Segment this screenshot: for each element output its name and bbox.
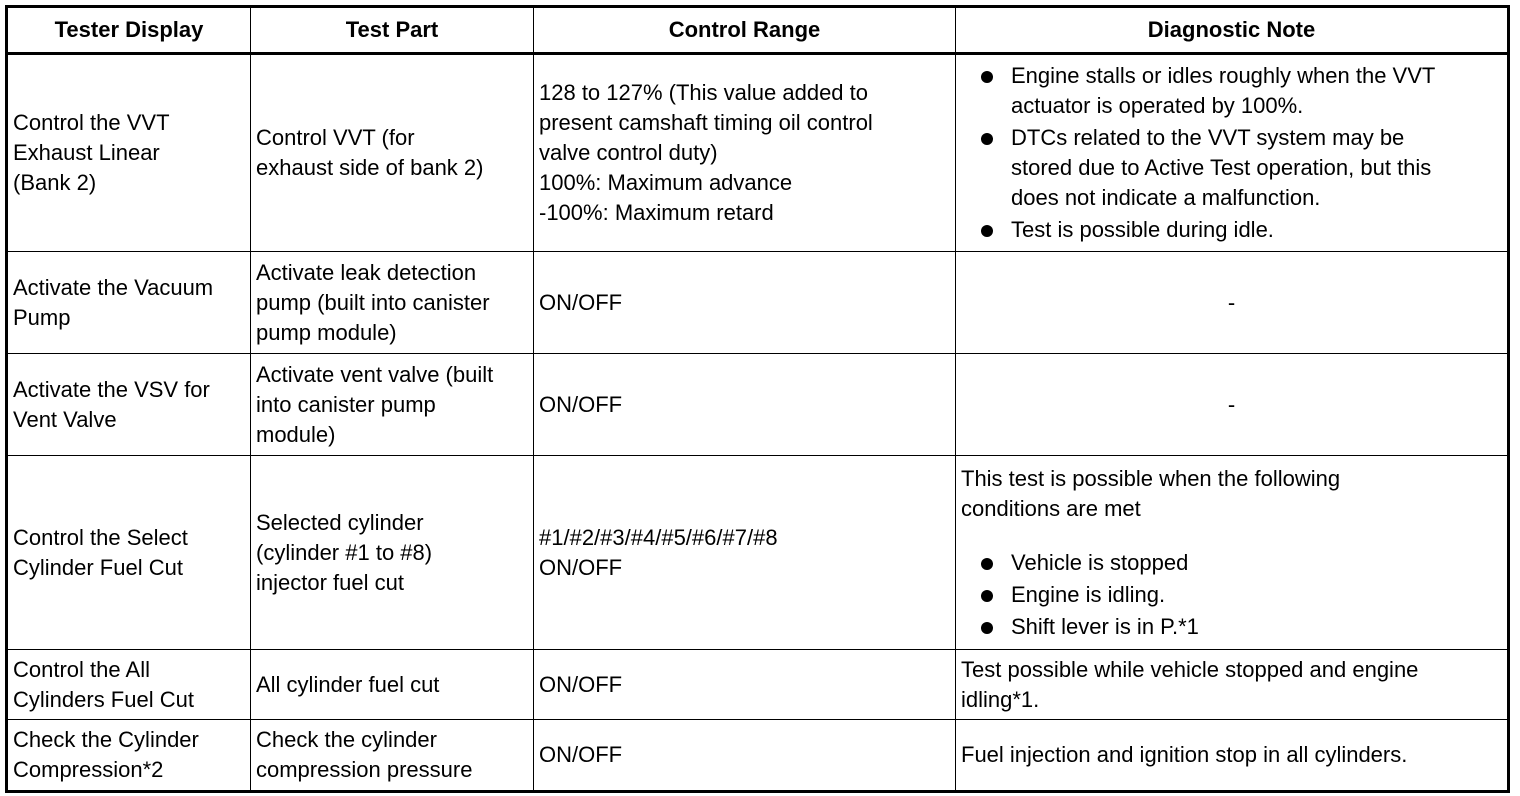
- table-row: [7, 252, 1509, 354]
- control-range-cell: [534, 720, 956, 792]
- cell-line: injector fuel cut: [256, 569, 404, 595]
- header-control-range: Control Range: [534, 7, 956, 54]
- cell-line: Compression*2: [13, 757, 164, 782]
- cell-line: Activate vent valve (built: [256, 361, 494, 387]
- control-range-cell: [534, 650, 956, 720]
- cell-line: Control the Select: [13, 524, 188, 550]
- test-part-cell: [251, 252, 534, 354]
- diagnostic-note-cell: [956, 650, 1509, 720]
- bullet-list: [961, 61, 1502, 245]
- cell-line: pump (built into canister: [256, 289, 490, 315]
- test-part-cell: [251, 354, 534, 456]
- cell-line: (cylinder #1 to #8): [256, 539, 433, 565]
- tester-display-cell: [7, 54, 251, 252]
- cell-line: Cylinders Fuel Cut: [13, 686, 194, 712]
- cell-line: Engine stalls or idles roughly when the VVT: [1011, 63, 1436, 88]
- test-part-cell: [251, 720, 534, 792]
- diagnostic-note-cell: -: [956, 252, 1509, 354]
- cell-line: All cylinder fuel cut: [256, 671, 440, 697]
- active-test-table: [5, 5, 1510, 793]
- tester-display-cell: [7, 720, 251, 792]
- cell-line: Fuel injection and ignition stop in all cylinders.: [961, 742, 1408, 767]
- cell-line: Selected cylinder: [256, 509, 424, 535]
- cell-line: present camshaft timing oil control: [539, 110, 873, 135]
- cell-line: Control the VVT: [13, 110, 170, 135]
- cell-line: Exhaust Linear: [13, 140, 160, 165]
- cell-line: module): [256, 421, 336, 447]
- cell-line: Test is possible during idle.: [1011, 217, 1274, 242]
- cell-line: Test possible while vehicle stopped and engine: [961, 656, 1419, 682]
- cell-line: into canister pump: [256, 391, 436, 417]
- bullet-item: [961, 61, 1502, 121]
- cell-line: stored due to Active Test operation, but this: [1011, 155, 1432, 180]
- cell-line: pump module): [256, 319, 397, 345]
- bullet-item: [961, 215, 1502, 245]
- cell-line: #1/#2/#3/#4/#5/#6/#7/#8: [539, 524, 778, 550]
- table-row: [7, 650, 1509, 720]
- control-range-cell: [534, 456, 956, 650]
- control-range-cell: [534, 54, 956, 252]
- cell-line: -100%: Maximum retard: [539, 200, 774, 225]
- cell-line: DTCs related to the VVT system may be: [1011, 125, 1405, 150]
- cell-line: ON/OFF: [539, 289, 623, 315]
- diagnostic-note-cell: [956, 54, 1509, 252]
- cell-line: ON/OFF: [539, 742, 623, 767]
- cell-line: ON/OFF: [539, 671, 623, 697]
- cell-line: valve control duty): [539, 140, 718, 165]
- cell-line: Activate leak detection: [256, 259, 477, 285]
- spacer: [961, 524, 1502, 548]
- cell-line: (Bank 2): [13, 170, 97, 195]
- cell-line: ON/OFF: [539, 554, 623, 580]
- note-intro-line: conditions are met: [961, 495, 1141, 521]
- tester-display-cell: [7, 354, 251, 456]
- cell-line: Vehicle is stopped: [1011, 549, 1189, 575]
- cell-line: Engine is idling.: [1011, 581, 1166, 607]
- test-part-cell: [251, 54, 534, 252]
- table-row: [7, 354, 1509, 456]
- cell-line: Cylinder Fuel Cut: [13, 554, 183, 580]
- tester-display-cell: [7, 456, 251, 650]
- header-test-part: Test Part: [251, 7, 534, 54]
- table-row: [7, 456, 1509, 650]
- control-range-cell: [534, 252, 956, 354]
- test-part-cell: [251, 456, 534, 650]
- diagnostic-note-cell: [956, 456, 1509, 650]
- cell-line: compression pressure: [256, 757, 473, 782]
- tester-display-cell: [7, 650, 251, 720]
- table-row: [7, 54, 1509, 252]
- cell-line: Pump: [13, 304, 71, 330]
- cell-line: Check the Cylinder: [13, 727, 199, 752]
- cell-line: exhaust side of bank 2): [256, 155, 484, 180]
- tester-display-cell: [7, 252, 251, 354]
- diagnostic-note-cell: [956, 720, 1509, 792]
- cell-line: Shift lever is in P.*1: [1011, 613, 1199, 639]
- cell-line: does not indicate a malfunction.: [1011, 185, 1321, 210]
- header-tester-display: Tester Display: [7, 7, 251, 54]
- cell-line: Check the cylinder: [256, 727, 437, 752]
- cell-line: Activate the Vacuum: [13, 274, 214, 300]
- bullet-item: [961, 612, 1502, 642]
- header-row: [7, 7, 1509, 54]
- bullet-list: [961, 548, 1502, 642]
- control-range-cell: [534, 354, 956, 456]
- diagnostic-note-cell: -: [956, 354, 1509, 456]
- cell-line: Control VVT (for: [256, 125, 415, 150]
- cell-line: 128 to 127% (This value added to: [539, 80, 869, 105]
- bullet-item: [961, 548, 1502, 578]
- cell-line: Activate the VSV for: [13, 376, 210, 402]
- header-diagnostic-note: Diagnostic Note: [956, 7, 1509, 54]
- note-intro-line: This test is possible when the following: [961, 465, 1341, 491]
- table-row: [7, 720, 1509, 792]
- cell-line: ON/OFF: [539, 391, 623, 417]
- cell-line: Vent Valve: [13, 406, 117, 432]
- bullet-item: [961, 580, 1502, 610]
- cell-line: idling*1.: [961, 686, 1040, 712]
- cell-line: actuator is operated by 100%.: [1011, 93, 1304, 118]
- bullet-item: [961, 123, 1502, 213]
- cell-line: Control the All: [13, 656, 150, 682]
- cell-line: 100%: Maximum advance: [539, 170, 793, 195]
- test-part-cell: [251, 650, 534, 720]
